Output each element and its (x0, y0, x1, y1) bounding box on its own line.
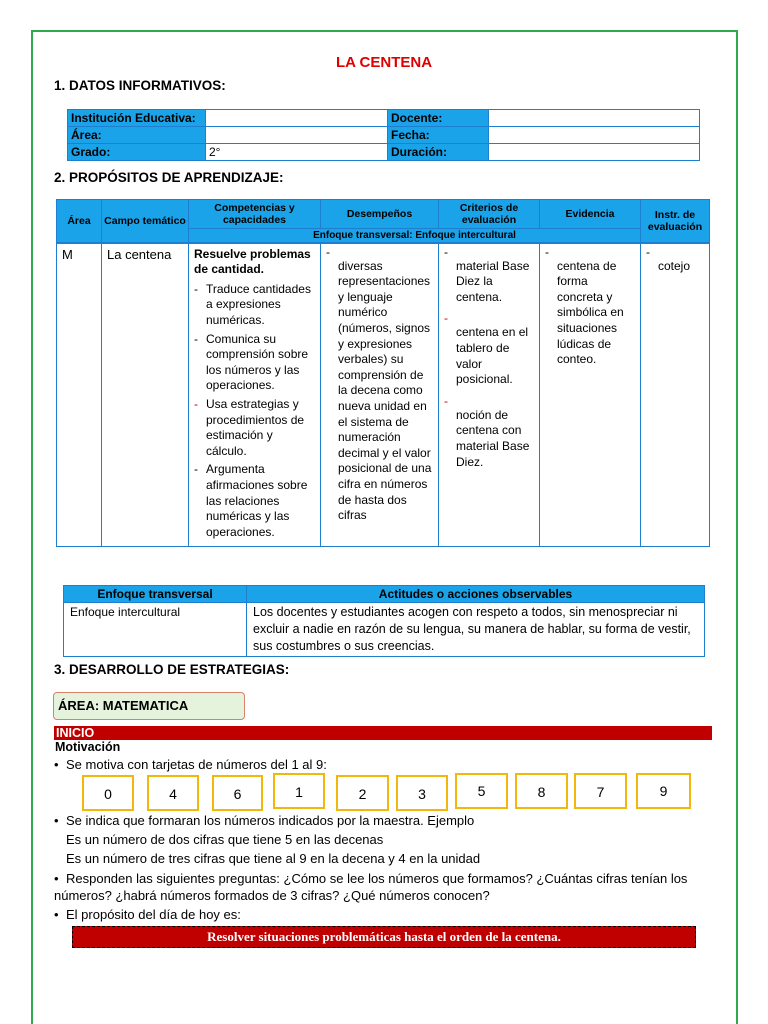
header-competencias: Competencias y capacidades (189, 200, 321, 229)
example-line: Es un número de tres cifras que tiene al 9 en la decena y 4 en la unidad (66, 851, 481, 866)
number-card[interactable]: 3 (396, 775, 448, 811)
number-card[interactable]: 8 (515, 773, 568, 809)
docente-label: Docente: (388, 110, 489, 127)
row-area: M (57, 243, 102, 547)
institucion-label: Institución Educativa: (68, 110, 206, 127)
dash-mark: - (444, 244, 448, 259)
proposito-banner: Resolver situaciones problemáticas hasta el orden de la centena. (72, 926, 696, 948)
capacidad-item: - Comunica su comprensión sobre los números y las operaciones. (194, 332, 315, 394)
instr-text: cotejo (658, 258, 691, 273)
bullet-text: Responden las siguientes preguntas: ¿Cómo se lee los números que formamos? ¿Cuántas cifras tenían los números? ¿habrá números formados de 3 cifras? ¿Qué números conocen? (54, 871, 688, 903)
dash-mark: - (444, 393, 448, 408)
criterio-item: noción de centena con material Base Diez. (456, 407, 530, 469)
criterio-item: material Base Diez la centena. (456, 258, 530, 304)
dash-mark: - (646, 244, 650, 259)
inicio-bar: INICIO (54, 726, 712, 740)
header-instr: Instr. de evaluación (641, 200, 710, 243)
grado-label: Grado: (68, 144, 206, 161)
row-criterios (439, 243, 540, 547)
bullet-item (54, 756, 327, 773)
number-card[interactable]: 7 (574, 773, 627, 809)
desempeno-text: diversas representaciones y lenguaje numérico (números, signos y expresiones verbales) su comprensión de la decena como nueva unidad en el sistema de numeración decimal y el valor posicional de una cifra en números de hasta dos cifras (338, 258, 432, 523)
bullet-dot: • (54, 757, 59, 772)
number-card[interactable]: 9 (636, 773, 691, 809)
number-card[interactable]: 2 (336, 775, 389, 811)
dash-mark: - (326, 244, 330, 259)
row-desempenos (321, 243, 439, 547)
bullet-dot: • (54, 907, 59, 922)
actitudes-header: Actitudes o acciones observables (247, 586, 705, 603)
criterio-item: centena en el tablero de valor posicional. (456, 325, 529, 387)
number-card[interactable]: 1 (273, 773, 325, 809)
enfoque-table (63, 585, 705, 657)
evidencia-text: centena de forma concreta y simbólica en situaciones lúdicas de conteo. (557, 258, 624, 367)
example-line: Es un número de dos cifras que tiene 5 en las decenas (66, 832, 384, 847)
section-propositos-heading: 2. PROPÓSITOS DE APRENDIZAJE: (54, 170, 284, 185)
header-enfoque: Enfoque transversal: Enfoque intercultural (189, 229, 641, 243)
actitudes-value: Los docentes y estudiantes acogen con respeto a todos, sin menospreciar ni excluir a nadie en razón de su lengua, su manera de hablar, su forma de vestir, sus costumbres o sus creencias. (247, 603, 705, 657)
fecha-value (489, 127, 700, 144)
motivacion-heading: Motivación (55, 740, 121, 754)
header-campo: Campo temático (102, 200, 189, 243)
fecha-label: Fecha: (388, 127, 489, 144)
capacidades-list (194, 282, 315, 541)
docente-value (489, 110, 700, 127)
dash-mark: - (444, 311, 448, 326)
capacidad-item: - Usa estrategias y procedimientos de estimación y cálculo. (194, 397, 315, 459)
competencia-title: Resuelve problemas de cantidad. (194, 246, 311, 277)
area-label: Área: (68, 127, 206, 144)
duracion-label: Duración: (388, 144, 489, 161)
enfoque-value: Enfoque intercultural (64, 603, 247, 657)
page-title: LA CENTENA (335, 54, 433, 71)
bullet-item (54, 870, 714, 904)
institucion-value (206, 110, 388, 127)
number-card[interactable]: 6 (212, 775, 263, 811)
row-evidencia (540, 243, 641, 547)
section-datos-heading: 1. DATOS INFORMATIVOS: (54, 78, 226, 93)
bullet-item (54, 906, 241, 923)
number-card[interactable]: 4 (147, 775, 199, 811)
bullet-dot: • (54, 871, 59, 886)
header-evidencia: Evidencia (540, 200, 641, 229)
number-card[interactable]: 0 (82, 775, 134, 811)
duracion-value (489, 144, 700, 161)
section-desarrollo-heading: 3. DESARROLLO DE ESTRATEGIAS: (54, 662, 290, 677)
header-desempenos: Desempeños (321, 200, 439, 229)
capacidad-item: - Traduce cantidades a expresiones numéricas. (194, 282, 315, 329)
enfoque-header: Enfoque transversal (64, 586, 247, 603)
row-instr (641, 243, 710, 547)
bullet-item (54, 812, 474, 829)
bullet-dot: • (54, 813, 59, 828)
bullet-text: El propósito del día de hoy es: (66, 907, 241, 922)
area-value (206, 127, 388, 144)
capacidad-item: - Argumenta afirmaciones sobre las relaciones numéricas y las operaciones. (194, 462, 315, 540)
header-area: Área (57, 200, 102, 243)
row-campo: La centena (102, 243, 189, 547)
bullet-text: Se indica que formaran los números indicados por la maestra. Ejemplo (66, 813, 475, 828)
bullet-text: Se motiva con tarjetas de números del 1 al 9: (66, 757, 327, 772)
number-card[interactable]: 5 (455, 773, 508, 809)
dash-mark: - (545, 244, 549, 259)
datos-informativos-table (67, 109, 700, 161)
row-competencias (189, 243, 321, 547)
header-criterios: Criterios de evaluación (439, 200, 540, 229)
grado-value: 2° (206, 144, 388, 161)
area-label-box: ÁREA: MATEMATICA (53, 692, 245, 720)
propositos-table (56, 199, 710, 547)
